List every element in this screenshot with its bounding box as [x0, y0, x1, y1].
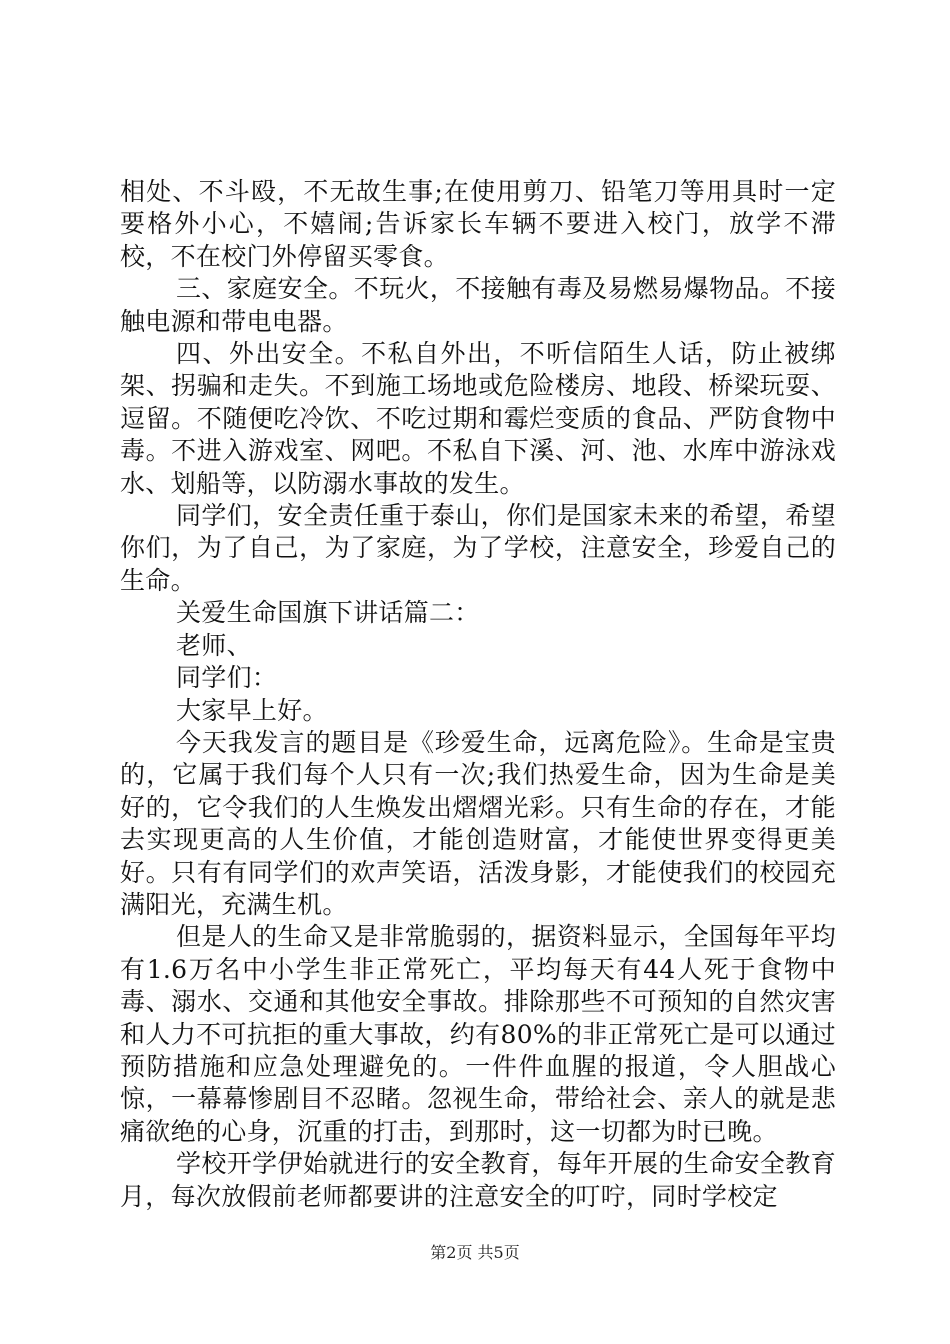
paragraph-10: 但是人的生命又是非常脆弱的，据资料显示，全国每年平均有1.6万名中小学生非正常死亡，平均每天有44人死于食物中毒、溺水、交通和其他安全事故。排除那些不可预知的自然灾害和人力不可抗拒的重大事故，约有80%的非正常死亡是可以通过预防措施和应急处理避免的。一件件血腥的报道，令人胆战心惊，一幕幕惨剧目不忍睹。忽视生命，带给社会、亲人的就是悲痛欲绝的心身，沉重的打击，到那时，这一切都为时已晚。 — [120, 922, 836, 1146]
paragraph-2: 三、家庭安全。不玩火，不接触有毒及易燃易爆物品。不接触电源和带电电器。 — [120, 274, 836, 336]
paragraph-11: 学校开学伊始就进行的安全教育，每年开展的生命安全教育月，每次放假前老师都要讲的注意安全的叮咛，同时学校定 — [120, 1149, 836, 1211]
page-number-footer: 第2页 共5页 — [430, 1243, 520, 1262]
paragraph-1: 相处、不斗殴，不无故生事;在使用剪刀、铅笔刀等用具时一定要格外小心，不嬉闹;告诉家长车辆不要进入校门，放学不滞校，不在校门外停留买零食。 — [120, 177, 836, 271]
document-body — [120, 176, 836, 1213]
paragraph-4: 同学们，安全责任重于泰山，你们是国家未来的希望，希望你们，为了自己，为了家庭，为了学校，注意安全，珍爱自己的生命。 — [120, 501, 836, 595]
greeting-students: 同学们： — [176, 663, 278, 693]
paragraph-9: 今天我发言的题目是《珍爱生命，远离危险》。生命是宝贵的，它属于我们每个人只有一次;我们热爱生命，因为生命是美好的，它令我们的人生焕发出熠熠光彩。只有生命的存在，才能去实现更高的人生价值，才能创造财富，才能使世界变得更美好。只有有同学们的欢声笑语，活泼身影，才能使我们的校园充满阳光，充满生机。 — [120, 727, 836, 919]
section-heading: 关爱生命国旗下讲话篇二： — [176, 598, 480, 628]
greeting-teachers: 老师、 — [176, 630, 252, 660]
paragraph-3: 四、外出安全。不私自外出，不听信陌生人话，防止被绑架、拐骗和走失。不到施工场地或危险楼房、地段、桥梁玩耍、逗留。不随便吃冷饮、不吃过期和霉烂变质的食品、严防食物中毒。不进入游戏室、网吧。不私自下溪、河、池、水库中游泳戏水、划船等，以防溺水事故的发生。 — [120, 339, 836, 498]
greeting-morning: 大家早上好。 — [176, 695, 328, 725]
